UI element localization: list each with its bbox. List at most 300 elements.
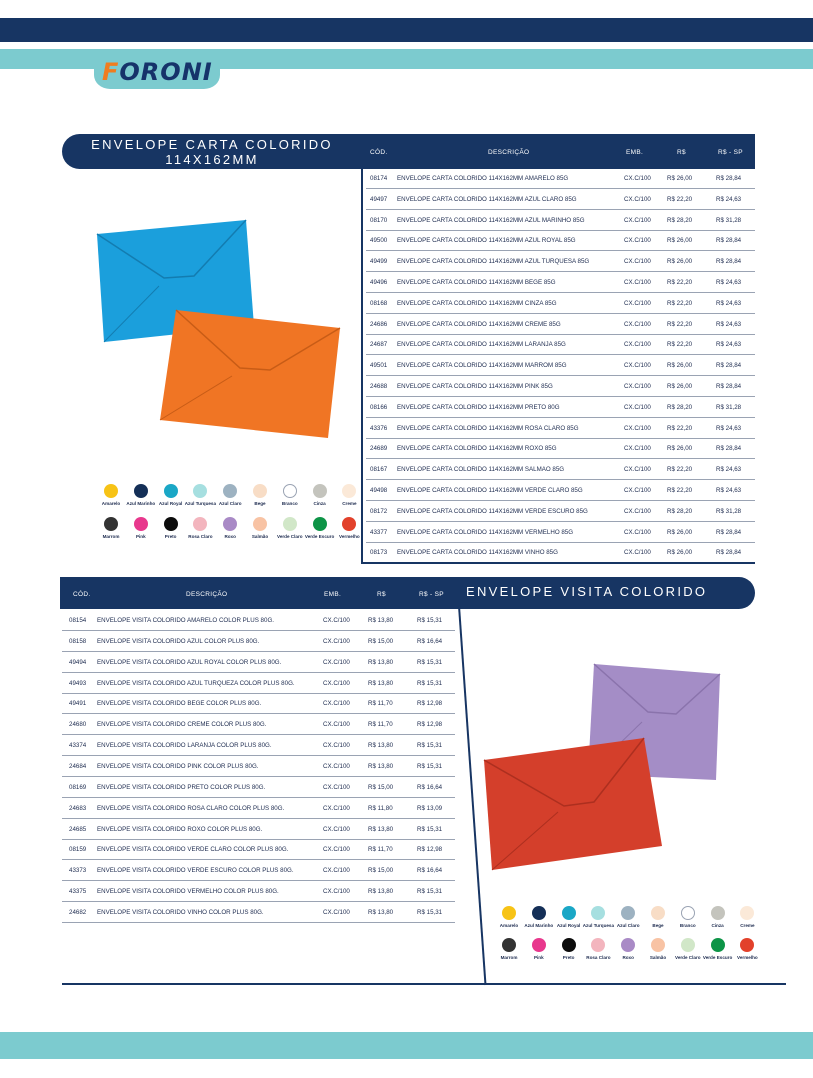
swatch-label: Creme: [740, 923, 755, 928]
cell-price-sp: R$ 15,31: [417, 908, 443, 916]
cell-code: 08158: [69, 637, 87, 645]
cell-code: 43373: [69, 867, 87, 875]
cell-code: 49493: [69, 679, 87, 687]
color-swatch: [702, 906, 734, 928]
cell-price: R$ 28,20: [667, 403, 693, 411]
swatch-dot: [740, 906, 754, 920]
color-swatch: [304, 517, 336, 539]
color-swatch: [582, 938, 614, 960]
visita-table-header-bar: [60, 577, 458, 609]
cell-description: ENVELOPE VISITA COLORIDO BEGE COLOR PLUS 80G.: [97, 700, 262, 708]
cell-package: CX.C/100: [323, 804, 350, 812]
cell-price-sp: R$ 12,98: [417, 700, 443, 708]
col-price: R$: [377, 591, 386, 598]
cell-price-sp: R$ 24,63: [716, 341, 742, 349]
swatch-label: Marrom: [102, 534, 120, 539]
swatch-dot: [711, 906, 725, 920]
cell-price-sp: R$ 15,31: [417, 617, 443, 624]
cell-package: CX.C/100: [624, 279, 651, 286]
swatch-dot: [591, 938, 605, 952]
cell-description: ENVELOPE VISITA COLORIDO AZUL TURQUEZA COLOR PLUS 80G.: [97, 679, 295, 687]
table-row: [62, 673, 455, 694]
cell-description: ENVELOPE VISITA COLORIDO ROXO COLOR PLUS 80G.: [97, 825, 263, 833]
cell-price: R$ 28,20: [667, 216, 693, 224]
table-row: [366, 251, 755, 272]
cell-description: ENVELOPE CARTA COLORIDO 114X162MM VERMELHO 85G: [397, 528, 574, 536]
cell-package: CX.C/100: [624, 403, 651, 411]
cell-price-sp: R$ 28,84: [716, 528, 742, 536]
cell-price: R$ 11,80: [368, 804, 393, 812]
cell-price: R$ 15,00: [368, 783, 394, 791]
color-swatch: [493, 906, 525, 928]
cell-description: ENVELOPE CARTA COLORIDO 114X162MM ROSA CLARO 85G: [397, 424, 579, 432]
color-swatch: [523, 906, 555, 928]
cell-description: ENVELOPE CARTA COLORIDO 114X162MM LARANJA 85G: [397, 341, 566, 349]
cell-description: ENVELOPE CARTA COLORIDO 114X162MM MARROM 85G: [397, 362, 567, 370]
cell-code: 49496: [370, 279, 388, 286]
cell-description: ENVELOPE VISITA COLORIDO ROSA CLARO COLOR PLUS 80G.: [97, 804, 285, 812]
cell-price-sp: R$ 24,63: [716, 487, 742, 494]
cell-price-sp: R$ 24,63: [716, 195, 742, 203]
cell-code: 24680: [69, 721, 87, 729]
cell-package: CX.C/100: [323, 762, 350, 770]
cell-package: CX.C/100: [624, 383, 651, 390]
swatch-dot: [502, 906, 516, 920]
swatch-label: Salmão: [251, 534, 269, 539]
bottom-teal-bar: [0, 1032, 813, 1059]
cell-description: ENVELOPE CARTA COLORIDO 114X162MM SALMAO 85G: [397, 466, 565, 474]
color-swatch: [95, 484, 127, 506]
swatch-dot: [681, 938, 695, 952]
cell-package: CX.C/100: [624, 175, 651, 182]
cell-description: ENVELOPE CARTA COLORIDO 114X162MM PRETO 80G: [397, 403, 560, 411]
swatch-dot: [562, 906, 576, 920]
swatch-label: Pink: [135, 534, 146, 539]
swatch-dot: [532, 938, 546, 952]
swatch-label: Branco: [679, 923, 696, 928]
cell-price: R$ 11,70: [368, 700, 393, 708]
cell-price: R$ 13,80: [368, 888, 394, 896]
swatch-label: Bege: [254, 501, 266, 506]
cell-code: 24686: [370, 320, 388, 328]
logo-text: FORONI: [102, 58, 213, 86]
swatch-dot: [283, 484, 297, 498]
cell-code: 49498: [370, 487, 388, 494]
cell-code: 49491: [69, 700, 87, 708]
swatch-dot: [253, 517, 267, 531]
cell-code: 24689: [370, 445, 388, 453]
cell-price-sp: R$ 13,09: [417, 804, 443, 812]
cell-code: 24682: [69, 908, 87, 916]
swatch-dot: [223, 484, 237, 498]
cell-price-sp: R$ 16,64: [417, 637, 443, 645]
color-swatch: [244, 517, 276, 539]
swatch-dot: [134, 517, 148, 531]
color-swatch: [274, 517, 306, 539]
cell-package: CX.C/100: [624, 341, 651, 349]
swatch-dot: [223, 517, 237, 531]
swatch-label: Rosa Claro: [586, 955, 611, 960]
visita-section-title: ENVELOPE VISITA COLORIDO: [466, 584, 708, 599]
cell-code: 43374: [69, 742, 87, 750]
cell-code: 49500: [370, 237, 388, 245]
cell-description: ENVELOPE CARTA COLORIDO 114X162MM AZUL TURQUESA 85G: [397, 258, 590, 266]
swatch-label: Verde Claro: [277, 534, 303, 539]
cell-price: R$ 22,20: [667, 299, 693, 307]
cell-price: R$ 22,20: [667, 487, 693, 494]
table-row: [62, 819, 455, 840]
swatch-dot: [711, 938, 725, 952]
color-swatch: [333, 484, 365, 506]
cell-description: ENVELOPE CARTA COLORIDO 114X162MM AZUL CLARO 85G: [397, 195, 577, 203]
color-swatch: [582, 906, 614, 928]
col-price: R$: [677, 149, 686, 156]
cell-price: R$ 13,80: [368, 742, 394, 750]
cell-code: 08173: [370, 549, 388, 557]
swatch-dot: [342, 517, 356, 531]
cell-price-sp: R$ 24,63: [716, 466, 742, 474]
carta-title-line2: 114X162MM: [165, 152, 259, 167]
cell-package: CX.C/100: [323, 867, 350, 875]
cell-package: CX.C/100: [624, 445, 651, 453]
cell-code: 24685: [69, 825, 87, 833]
carta-title-line1: ENVELOPE CARTA COLORIDO: [91, 137, 333, 152]
swatch-label: Verde Escuro: [304, 534, 335, 539]
cell-price-sp: R$ 24,63: [716, 299, 742, 307]
cell-package: CX.C/100: [323, 783, 350, 791]
color-swatch: [214, 517, 246, 539]
swatch-dot: [193, 484, 207, 498]
cell-code: 08172: [370, 507, 388, 515]
cell-description: ENVELOPE CARTA COLORIDO 114X162MM AZUL ROYAL 85G: [397, 237, 576, 245]
cell-price: R$ 26,00: [667, 528, 693, 536]
swatch-dot: [342, 484, 356, 498]
swatch-label: Azul Marinho: [524, 923, 554, 928]
col-emb: EMB.: [626, 149, 644, 156]
table-row: [62, 881, 455, 902]
cell-price: R$ 15,00: [368, 867, 394, 875]
swatch-label: Amarelo: [499, 923, 519, 928]
cell-package: CX.C/100: [323, 658, 350, 666]
cell-price: R$ 26,00: [667, 383, 693, 390]
cell-price-sp: R$ 15,31: [417, 888, 443, 896]
cell-package: CX.C/100: [323, 908, 350, 916]
cell-code: 08154: [69, 617, 87, 624]
swatch-dot: [134, 484, 148, 498]
cell-price: R$ 26,00: [667, 445, 693, 453]
col-emb: EMB.: [324, 591, 342, 598]
table-row: [62, 610, 455, 631]
table-row: [62, 631, 455, 652]
table-row: [366, 522, 755, 543]
color-swatch: [553, 906, 585, 928]
cell-price-sp: R$ 24,63: [716, 279, 742, 286]
color-swatch: [642, 938, 674, 960]
cell-code: 08167: [370, 466, 388, 474]
cell-code: 49499: [370, 258, 388, 266]
table-row: [62, 652, 455, 673]
cell-package: CX.C/100: [624, 216, 651, 224]
cell-description: ENVELOPE CARTA COLORIDO 114X162MM AZUL MARINHO 85G: [397, 216, 585, 224]
envelope-red-image: [484, 738, 662, 870]
cell-price-sp: R$ 28,84: [716, 175, 742, 182]
cell-price: R$ 13,80: [368, 762, 394, 770]
table-row: [62, 860, 455, 881]
swatch-label: Preto: [562, 955, 575, 960]
cell-code: 43376: [370, 424, 388, 432]
cell-code: 24688: [370, 383, 388, 390]
color-swatch: [612, 938, 644, 960]
visita-vertical-divider: [458, 606, 487, 985]
cell-price-sp: R$ 28,84: [716, 445, 742, 453]
swatch-label: Cinza: [313, 501, 326, 506]
swatch-label: Salmão: [649, 955, 667, 960]
color-swatch: [333, 517, 365, 539]
color-swatch: [672, 938, 704, 960]
table-row: [366, 397, 755, 418]
cell-price: R$ 22,20: [667, 320, 693, 328]
cell-package: CX.C/100: [624, 195, 651, 203]
color-swatch: [672, 906, 704, 928]
table-row: [62, 902, 455, 923]
cell-price-sp: R$ 31,28: [716, 403, 742, 411]
swatch-label: Branco: [281, 501, 298, 506]
color-swatch: [184, 517, 216, 539]
cell-description: ENVELOPE VISITA COLORIDO VERDE CLARO COLOR PLUS 80G.: [97, 846, 289, 854]
cell-description: ENVELOPE CARTA COLORIDO 114X162MM PINK 85G: [397, 383, 553, 390]
table-row: [62, 693, 455, 714]
cell-description: ENVELOPE CARTA COLORIDO 114X162MM CINZA 85G: [397, 299, 557, 307]
table-row: [62, 714, 455, 735]
cell-code: 24684: [69, 762, 87, 770]
cell-description: ENVELOPE CARTA COLORIDO 114X162MM AMARELO 85G: [397, 175, 569, 182]
color-swatch: [274, 484, 306, 506]
color-swatch: [304, 484, 336, 506]
swatch-dot: [313, 517, 327, 531]
top-navy-bar: [0, 18, 813, 42]
table-row: [366, 272, 755, 293]
cell-price-sp: R$ 15,31: [417, 658, 443, 666]
foroni-logo: [94, 57, 220, 89]
swatch-label: Azul Claro: [218, 501, 242, 506]
cell-package: CX.C/100: [323, 742, 350, 750]
swatch-label: Marrom: [500, 955, 518, 960]
envelope-orange-image: [160, 310, 342, 438]
color-swatch: [155, 517, 187, 539]
carta-bottom-line: [361, 562, 755, 564]
swatch-label: Rosa Claro: [188, 534, 213, 539]
cell-price: R$ 26,00: [667, 237, 693, 245]
cell-code: 08166: [370, 403, 388, 411]
table-row: [366, 542, 755, 563]
cell-description: ENVELOPE VISITA COLORIDO LARANJA COLOR PLUS 80G.: [97, 742, 272, 750]
cell-price: R$ 26,00: [667, 258, 693, 266]
cell-description: ENVELOPE VISITA COLORIDO VERMELHO COLOR PLUS 80G.: [97, 888, 279, 896]
cell-price-sp: R$ 12,98: [417, 846, 443, 854]
swatch-label: Creme: [342, 501, 357, 506]
swatch-dot: [502, 938, 516, 952]
swatch-label: Azul Turquesa: [582, 923, 615, 928]
cell-description: ENVELOPE VISITA COLORIDO AZUL ROYAL COLOR PLUS 80G.: [97, 658, 282, 666]
table-row: [366, 168, 755, 189]
cell-code: 08168: [370, 299, 388, 307]
swatch-dot: [532, 906, 546, 920]
cell-package: CX.C/100: [624, 258, 651, 266]
table-row: [366, 334, 755, 355]
swatch-dot: [104, 517, 118, 531]
swatch-dot: [621, 906, 635, 920]
cell-package: CX.C/100: [323, 721, 350, 729]
color-swatch: [155, 484, 187, 506]
color-swatch: [125, 517, 157, 539]
cell-price-sp: R$ 31,28: [716, 507, 742, 515]
cell-price-sp: R$ 16,64: [417, 867, 443, 875]
cell-code: 08169: [69, 783, 87, 791]
cell-price-sp: R$ 15,31: [417, 762, 443, 770]
cell-price-sp: R$ 28,84: [716, 383, 742, 390]
color-swatch: [125, 484, 157, 506]
color-swatch: [184, 484, 216, 506]
col-cod: CÓD.: [73, 591, 91, 598]
color-swatch: [731, 906, 763, 928]
table-row: [366, 376, 755, 397]
cell-description: ENVELOPE VISITA COLORIDO PRETO COLOR PLUS 80G.: [97, 783, 266, 791]
cell-price: R$ 13,80: [368, 825, 394, 833]
swatch-label: Azul Marinho: [126, 501, 156, 506]
swatch-label: Vermelho: [737, 955, 758, 960]
cell-price-sp: R$ 28,84: [716, 362, 742, 370]
cell-description: ENVELOPE VISITA COLORIDO AMARELO COLOR PLUS 80G.: [97, 617, 274, 624]
cell-price: R$ 15,00: [368, 637, 394, 645]
swatch-dot: [164, 517, 178, 531]
table-row: [366, 189, 755, 210]
cell-price: R$ 13,80: [368, 679, 394, 687]
swatch-dot: [681, 906, 695, 920]
swatch-label: Azul Royal: [158, 501, 183, 506]
swatch-label: Azul Royal: [556, 923, 581, 928]
col-descricao: DESCRIÇÃO: [488, 149, 530, 156]
cell-price: R$ 13,80: [368, 908, 394, 916]
cell-price-sp: R$ 24,63: [716, 424, 742, 432]
cell-description: ENVELOPE CARTA COLORIDO 114X162MM ROXO 85G: [397, 445, 557, 453]
cell-price-sp: R$ 31,28: [716, 216, 742, 224]
col-price-sp: R$ - SP: [718, 149, 743, 156]
cell-description: ENVELOPE CARTA COLORIDO 114X162MM BEGE 85G: [397, 279, 556, 286]
table-row: [62, 777, 455, 798]
table-row: [366, 210, 755, 231]
cell-description: ENVELOPE CARTA COLORIDO 114X162MM VERDE ESCURO 85G: [397, 507, 588, 515]
col-price-sp: R$ - SP: [419, 591, 444, 598]
table-row: [62, 839, 455, 860]
visita-bottom-line: [62, 983, 786, 985]
cell-package: CX.C/100: [624, 466, 651, 474]
cell-price: R$ 26,00: [667, 362, 693, 370]
table-row: [366, 355, 755, 376]
table-row: [366, 314, 755, 335]
cell-price-sp: R$ 28,84: [716, 237, 742, 245]
table-row: [366, 293, 755, 314]
cell-package: CX.C/100: [323, 846, 350, 854]
color-swatch: [702, 938, 734, 960]
cell-package: CX.C/100: [323, 700, 350, 708]
swatch-dot: [621, 938, 635, 952]
cell-price-sp: R$ 24,63: [716, 320, 742, 328]
color-swatch: [612, 906, 644, 928]
swatch-dot: [562, 938, 576, 952]
cell-description: ENVELOPE VISITA COLORIDO PINK COLOR PLUS 80G.: [97, 762, 259, 770]
table-row: [366, 418, 755, 439]
cell-code: 08170: [370, 216, 388, 224]
cell-description: ENVELOPE VISITA COLORIDO CREME COLOR PLUS 80G.: [97, 721, 267, 729]
color-swatch: [214, 484, 246, 506]
cell-code: 49501: [370, 362, 388, 370]
color-swatch: [493, 938, 525, 960]
table-row: [62, 735, 455, 756]
swatch-dot: [651, 906, 665, 920]
cell-price: R$ 22,20: [667, 466, 693, 474]
cell-package: CX.C/100: [624, 528, 651, 536]
cell-package: CX.C/100: [624, 320, 651, 328]
cell-price-sp: R$ 15,31: [417, 825, 443, 833]
swatch-label: Azul Claro: [616, 923, 640, 928]
table-row: [62, 798, 455, 819]
cell-package: CX.C/100: [323, 617, 350, 624]
swatch-label: Cinza: [711, 923, 724, 928]
cell-package: CX.C/100: [624, 237, 651, 245]
cell-package: CX.C/100: [624, 487, 651, 494]
cell-package: CX.C/100: [323, 888, 350, 896]
cell-price: R$ 28,20: [667, 507, 693, 515]
cell-package: CX.C/100: [624, 424, 651, 432]
cell-price: R$ 13,80: [368, 658, 394, 666]
table-row: [62, 756, 455, 777]
cell-price-sp: R$ 15,31: [417, 679, 443, 687]
cell-price-sp: R$ 15,31: [417, 742, 443, 750]
swatch-dot: [164, 484, 178, 498]
swatch-dot: [193, 517, 207, 531]
table-row: [366, 480, 755, 501]
swatch-dot: [313, 484, 327, 498]
cell-package: CX.C/100: [624, 362, 651, 370]
table-row: [366, 438, 755, 459]
cell-package: CX.C/100: [624, 549, 651, 557]
cell-description: ENVELOPE VISITA COLORIDO VINHO COLOR PLUS 80G.: [97, 908, 264, 916]
swatch-label: Verde Claro: [675, 955, 701, 960]
swatch-label: Vermelho: [339, 534, 360, 539]
cell-price-sp: R$ 16,64: [417, 783, 443, 791]
table-row: [366, 501, 755, 522]
color-swatch: [244, 484, 276, 506]
cell-price: R$ 11,70: [368, 721, 393, 729]
cell-price: R$ 26,00: [667, 175, 693, 182]
cell-description: ENVELOPE CARTA COLORIDO 114X162MM VINHO 85G: [397, 549, 558, 557]
cell-package: CX.C/100: [323, 825, 350, 833]
cell-price: R$ 22,20: [667, 195, 693, 203]
cell-package: CX.C/100: [323, 637, 350, 645]
color-swatch: [731, 938, 763, 960]
cell-price-sp: R$ 28,84: [716, 258, 742, 266]
swatch-dot: [104, 484, 118, 498]
cell-description: ENVELOPE VISITA COLORIDO VERDE ESCURO COLOR PLUS 80G.: [97, 867, 294, 875]
col-cod: CÓD.: [370, 149, 388, 156]
swatch-dot: [591, 906, 605, 920]
cell-price-sp: R$ 12,98: [417, 721, 443, 729]
cell-code: 24687: [370, 341, 388, 349]
cell-package: CX.C/100: [624, 507, 651, 515]
cell-price: R$ 13,80: [368, 617, 394, 624]
cell-package: CX.C/100: [624, 299, 651, 307]
swatch-label: Pink: [533, 955, 544, 960]
